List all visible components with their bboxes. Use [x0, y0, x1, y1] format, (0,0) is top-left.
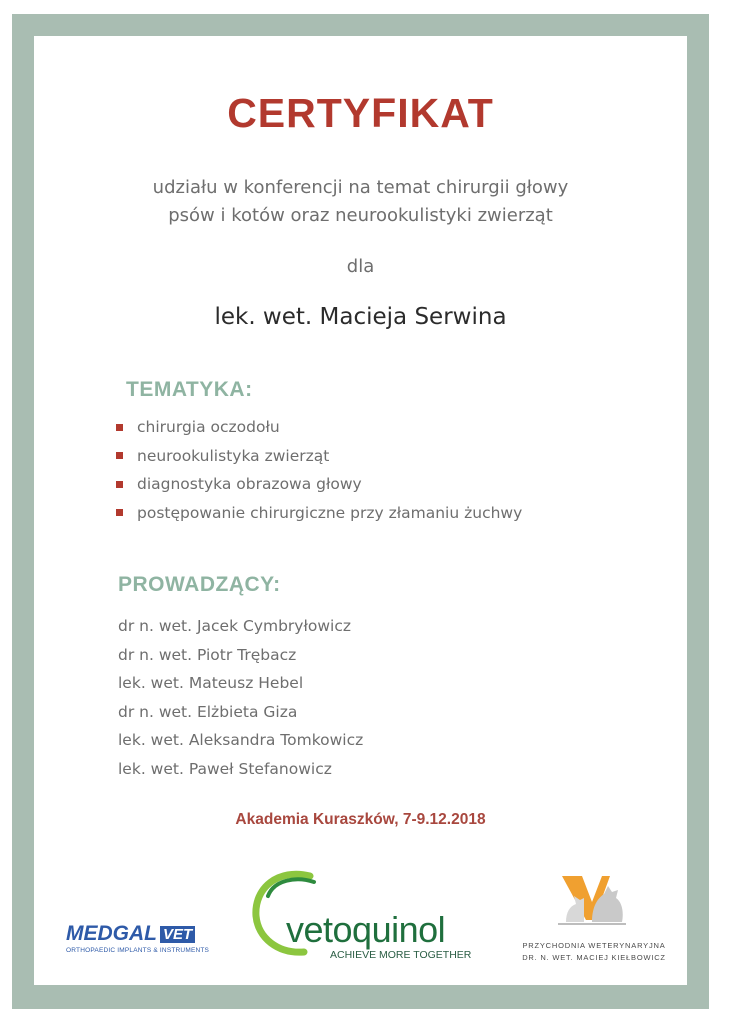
certificate-sheet: [34, 36, 687, 985]
topics-list: [116, 413, 522, 527]
square-bullet-icon: [116, 452, 123, 459]
square-bullet-icon: [116, 509, 123, 516]
lecturer-item: dr n. wet. Jacek Cymbryłowicz: [118, 617, 351, 635]
vetoquinol-logo-name: vetoquinol: [286, 909, 446, 950]
clinic-logo-text: [494, 940, 694, 964]
lecturers-list: [118, 612, 363, 783]
topic-item: [116, 413, 522, 442]
certificate-border: [12, 14, 709, 1009]
subtitle-line-2: psów i kotów oraz neurookulistyki zwierząt: [168, 205, 553, 226]
certificate-title: CERTYFIKAT: [227, 90, 494, 136]
square-bullet-icon: [116, 481, 123, 488]
topics-heading: TEMATYKA:: [126, 378, 253, 401]
lecturer-item: lek. wet. Aleksandra Tomkowicz: [118, 731, 364, 749]
topic-label: diagnostyka obrazowa głowy: [137, 475, 362, 494]
topic-label: chirurgia oczodołu: [137, 418, 280, 437]
venue-date: Akademia Kuraszków, 7-9.12.2018: [235, 811, 486, 828]
clinic-dog-cat-icon: [552, 872, 632, 934]
certificate-subtitle: [34, 174, 687, 230]
vetoquinol-logo-tagline: ACHIEVE MORE TOGETHER: [330, 949, 472, 961]
medgal-logo-tagline: ORTHOPAEDIC IMPLANTS & INSTRUMENTS: [66, 947, 210, 954]
clinic-logo-line-2: DR. N. WET. MACIEJ KIEŁBOWICZ: [522, 953, 666, 962]
medgal-logo-name: MEDGAL: [66, 922, 157, 945]
topic-label: postępowanie chirurgiczne przy złamaniu żuchwy: [137, 503, 523, 522]
for-label: dla: [346, 256, 375, 277]
topic-label: neurookulistyka zwierząt: [137, 446, 330, 465]
medgal-vet-logo: [66, 922, 226, 954]
lecturer-item: lek. wet. Mateusz Hebel: [118, 674, 304, 692]
lecturer-item: dr n. wet. Piotr Trębacz: [118, 645, 297, 664]
topic-item: [116, 442, 522, 471]
lecturers-heading: PROWADZĄCY:: [118, 573, 281, 596]
topic-item: [116, 470, 522, 499]
square-bullet-icon: [116, 424, 123, 431]
lecturer-item: lek. wet. Paweł Stefanowicz: [118, 759, 332, 778]
topic-item: [116, 499, 522, 528]
clinic-logo-line-1: PRZYCHODNIA WETERYNARYJNA: [522, 941, 666, 950]
subtitle-line-1: udziału w konferencji na temat chirurgii głowy: [152, 177, 569, 198]
recipient-name: lek. wet. Macieja Serwina: [214, 304, 507, 330]
lecturer-item: dr n. wet. Elżbieta Giza: [118, 702, 298, 721]
medgal-logo-suffix: VET: [160, 926, 195, 943]
